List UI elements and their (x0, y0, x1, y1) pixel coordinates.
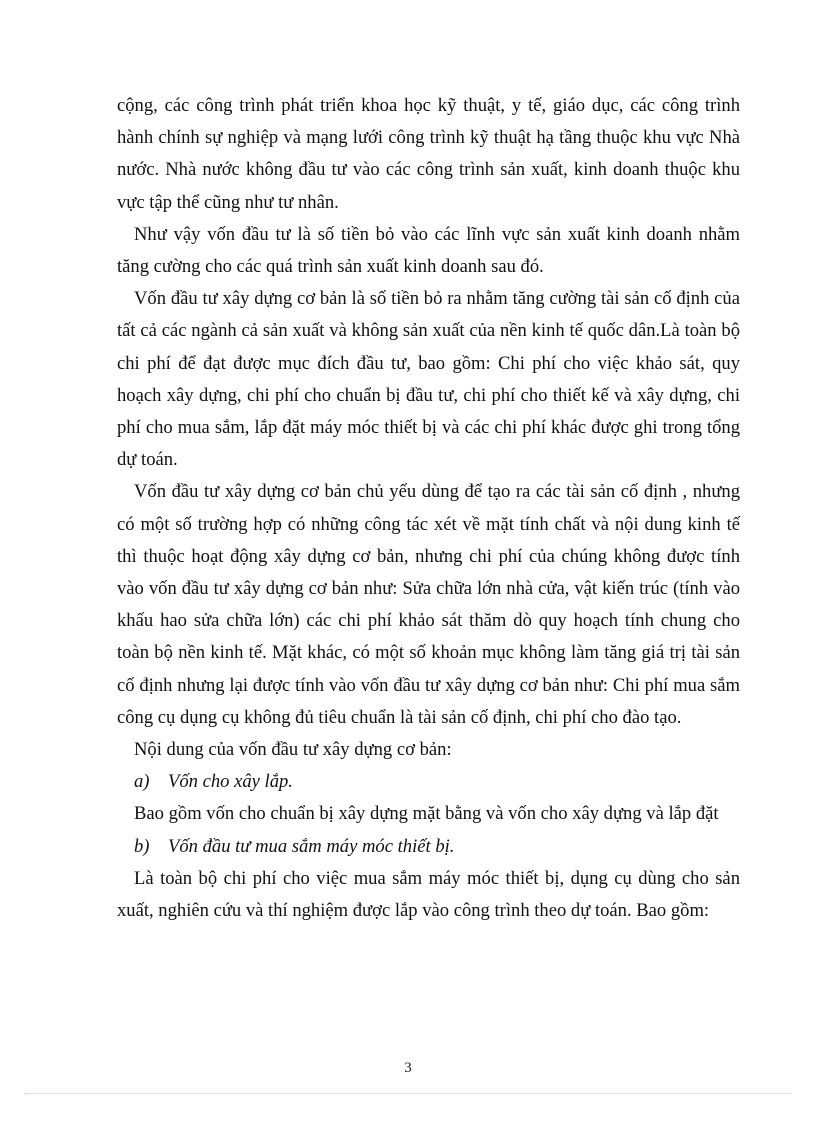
list-item-b-title: Vốn đầu tư mua sắm máy móc thiết bị. (168, 835, 455, 857)
page-number: 3 (404, 1060, 412, 1076)
list-item-b-heading (117, 831, 740, 863)
paragraph-continuation: cộng, các công trình phát triển khoa học kỹ thuật, y tế, giáo dục, các công trình hành chính sự nghiệp và mạng lưới công trình kỹ thuật hạ tầng thuộc khu vực Nhà nước. Nhà nước không đầu tư vào các công trình sản xuất, kinh doanh thuộc khu vực tập thể cũng như tư nhân. (117, 95, 740, 213)
list-item-b-number: b) (134, 835, 150, 857)
paragraph-investment-capital: Như vậy vốn đầu tư là số tiền bỏ vào các lĩnh vực sản xuất kinh doanh nhằm tăng cường cho các quá trình sản xuất kinh doanh sau đó. (117, 223, 740, 278)
list-item-a-number: a) (134, 771, 150, 793)
page-bottom-divider (24, 1093, 792, 1094)
list-item-a-heading (117, 766, 740, 798)
list-item-b-body: Là toàn bộ chi phí cho việc mua sắm máy móc thiết bị, dụng cụ dùng cho sản xuất, nghiên cứu và thí nghiệm được lắp vào công trình theo dự toán. Bao gồm: (117, 867, 740, 922)
list-item-a-body: Bao gồm vốn cho chuẩn bị xây dựng mặt bằng và vốn cho xây dựng và lắp đặt (134, 803, 719, 825)
paragraph-construction-capital-definition: Vốn đầu tư xây dựng cơ bản là số tiền bỏ ra nhằm tăng cường tài sản cố định của tất cả các ngành cả sản xuất và không sản xuất của nền kinh tế quốc dân.Là toàn bộ chi phí để đạt được mục đích đầu tư, bao gồm: Chi phí cho việc khảo sát, quy hoạch xây dựng, chi phí cho chuẩn bị đầu tư, chi phí cho thiết kế và xây dựng, chi phí cho mua sắm, lắp đặt máy móc thiết bị và các chi phí khác được ghi trong tổng dự toán. (117, 288, 740, 471)
paragraph-construction-capital-usage: Vốn đầu tư xây dựng cơ bản chủ yếu dùng để tạo ra các tài sản cố định , nhưng có một số trường hợp có những công tác xét về mặt tính chất và nội dung kinh tế thì thuộc hoạt động xây dựng cơ bản, nhưng chi phí của chúng không được tính vào vốn đầu tư xây dựng cơ bản như: Sửa chữa lớn nhà cửa, vật kiến trúc (tính vào khấu hao sửa chữa lớn) các chi phí khảo sát thăm dò quy hoạch tính chung cho toàn bộ nền kinh tế. Mặt khác, có một số khoản mục không làm tăng giá trị tài sản cố định nhưng lại được tính vào vốn đầu tư xây dựng cơ bản như: Chi phí mua sắm công cụ dụng cụ không đủ tiêu chuẩn là tài sản cố định, chi phí cho đào tạo. (117, 481, 740, 728)
paragraph-content-heading: Nội dung của vốn đầu tư xây dựng cơ bản: (134, 739, 452, 761)
document-body (117, 90, 740, 927)
list-item-a-title: Vốn cho xây lắp. (168, 771, 293, 793)
